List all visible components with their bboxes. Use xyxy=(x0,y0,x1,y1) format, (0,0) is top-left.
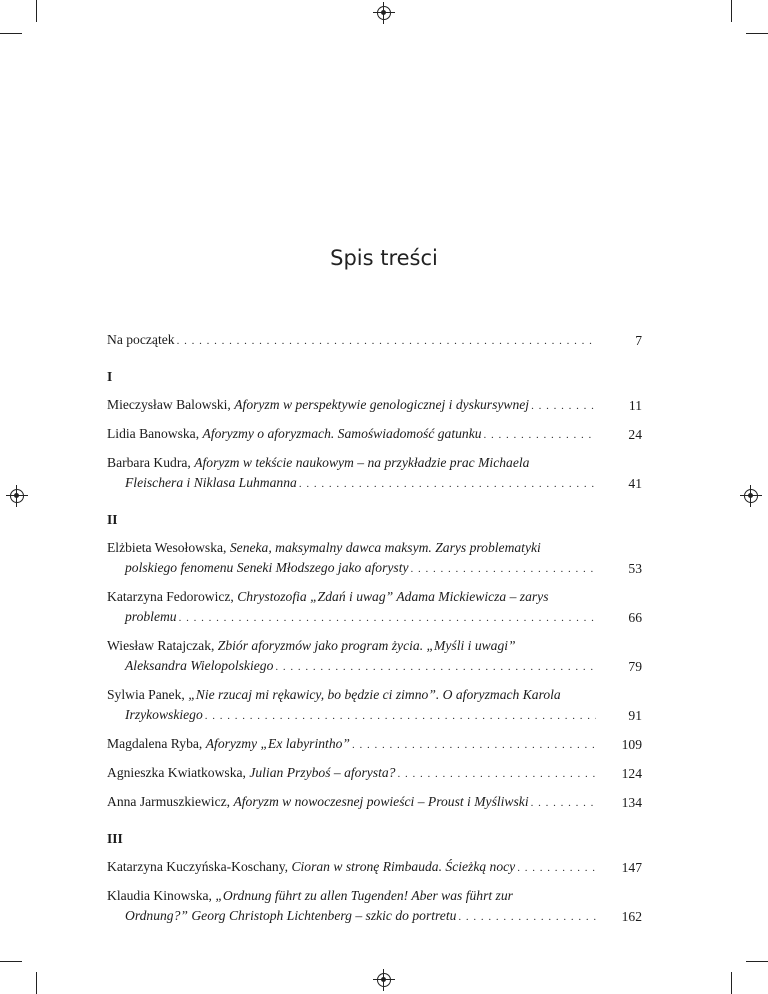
toc-entry-text xyxy=(107,395,529,415)
section-heading: II xyxy=(107,512,118,527)
dot-leader xyxy=(177,331,596,351)
toc-entry-text xyxy=(107,636,516,656)
crop-mark xyxy=(746,961,768,962)
toc-entry xyxy=(107,685,642,726)
entry-title: Ordnung?” Georg Christoph Lichtenberg – szkic do portretu xyxy=(125,908,457,923)
toc-entry-text xyxy=(107,763,395,783)
entry-title: „Nie rzucaj mi rękawicy, bo będzie ci zimno”. O aforyzmach Karola xyxy=(188,687,561,702)
dot-leader xyxy=(531,793,596,813)
entry-title: problemu xyxy=(125,609,177,624)
entry-author: Wiesław Ratajczak, xyxy=(107,638,218,653)
toc-entry-line xyxy=(107,636,596,656)
entry-author: Katarzyna Kuczyńska-Koschany, xyxy=(107,859,292,874)
toc-entry-text xyxy=(125,656,273,676)
section-heading: III xyxy=(107,831,123,846)
entry-title: Aforyzmy „Ex labyrintho” xyxy=(205,736,350,751)
toc-entry-line xyxy=(107,453,596,473)
table-of-contents xyxy=(107,330,642,935)
entry-title: Aleksandra Wielopolskiego xyxy=(125,658,274,673)
toc-entry-line xyxy=(107,395,596,416)
toc-entry-text xyxy=(125,607,177,627)
toc-entry-text xyxy=(125,558,409,578)
toc-entry-line xyxy=(107,763,596,784)
toc-entry xyxy=(107,424,642,445)
toc-entry xyxy=(107,734,642,755)
entry-title: Aforyzm w perspektywie genologicznej i dyskursywnej xyxy=(234,397,530,412)
toc-entry-text xyxy=(107,685,561,705)
toc-entry-text xyxy=(107,538,541,558)
toc-entry-text xyxy=(107,734,350,754)
page-number: 11 xyxy=(628,398,642,413)
entry-title: Zbiór aforyzmów jako program życia. „Myśli i uwagi” xyxy=(217,638,516,653)
entry-author: Katarzyna Fedorowicz, xyxy=(107,589,238,604)
crop-mark xyxy=(0,33,22,34)
toc-entry-line xyxy=(107,424,596,445)
registration-mark-icon xyxy=(10,489,24,503)
toc-entry-line xyxy=(107,607,596,628)
toc-entry-text xyxy=(107,792,529,812)
entry-title: Fleischera i Niklasa Luhmanna xyxy=(125,475,297,490)
dot-leader xyxy=(531,396,596,416)
entry-author: Barbara Kudra, xyxy=(107,455,195,470)
dot-leader xyxy=(458,907,596,927)
toc-entry-text xyxy=(107,453,529,473)
page-number: 79 xyxy=(628,659,642,674)
page-number: 41 xyxy=(628,476,642,491)
toc-entry-text xyxy=(125,906,456,926)
crop-mark xyxy=(36,972,37,994)
toc-entry-text xyxy=(107,424,482,444)
dot-leader xyxy=(484,425,596,445)
entry-author: Sylwia Panek, xyxy=(107,687,189,702)
toc-entry xyxy=(107,886,642,927)
entry-author: Agnieszka Kwiatkowska, xyxy=(107,765,250,780)
toc-entry-text xyxy=(107,587,549,607)
toc-entry-line xyxy=(107,705,596,726)
page-number: 91 xyxy=(628,708,642,723)
page-number: 147 xyxy=(621,860,642,875)
toc-entry xyxy=(107,636,642,677)
page-number: 24 xyxy=(628,427,642,442)
page-title: Spis treści xyxy=(330,246,438,270)
toc-entry-line xyxy=(107,857,596,878)
registration-mark-icon xyxy=(377,6,391,20)
crop-mark xyxy=(746,33,768,34)
registration-mark-icon xyxy=(744,489,758,503)
toc-entry-line xyxy=(107,886,596,906)
crop-mark xyxy=(731,972,732,994)
toc-entry-line xyxy=(107,473,596,494)
entry-title: „Ordnung führt zu allen Tugenden! Aber was führt zur xyxy=(215,888,513,903)
toc-entry-text xyxy=(125,705,203,725)
toc-entry-line xyxy=(107,656,596,677)
dot-leader xyxy=(275,657,596,677)
toc-entry-line xyxy=(107,330,596,351)
entry-author: Magdalena Ryba, xyxy=(107,736,206,751)
entry-author: Mieczysław Balowski, xyxy=(107,397,235,412)
dot-leader xyxy=(179,608,596,628)
entry-author: Klaudia Kinowska, xyxy=(107,888,216,903)
dot-leader xyxy=(205,706,596,726)
toc-entry xyxy=(107,453,642,494)
toc-entry xyxy=(107,587,642,628)
entry-title: Chrystozofia „Zdań i uwag” Adama Mickiewicza – zarys xyxy=(237,589,549,604)
toc-entry-text xyxy=(107,330,175,350)
page-number: 134 xyxy=(621,795,642,810)
toc-entry-line xyxy=(107,792,596,813)
toc-entry-line xyxy=(107,734,596,755)
entry-author: Elżbieta Wesołowska, xyxy=(107,540,230,555)
dot-leader xyxy=(397,764,596,784)
entry-title: Irzykowskiego xyxy=(125,707,203,722)
entry-title: polskiego fenomenu Seneki Młodszego jako aforysty xyxy=(125,560,409,575)
page-number: 7 xyxy=(635,333,642,348)
toc-entry xyxy=(107,330,642,351)
crop-mark xyxy=(0,961,22,962)
crop-mark xyxy=(36,0,37,22)
toc-entry-line xyxy=(107,558,596,579)
entry-author: Anna Jarmuszkiewicz, xyxy=(107,794,234,809)
section-heading: I xyxy=(107,369,113,384)
dot-leader xyxy=(299,474,596,494)
page-number: 162 xyxy=(621,909,642,924)
toc-entry xyxy=(107,792,642,813)
page-number: 124 xyxy=(621,766,642,781)
entry-title: Aforyzm w tekście naukowym – na przykładzie prac Michaela xyxy=(194,455,530,470)
toc-entry-text xyxy=(107,886,513,906)
toc-entry-text xyxy=(107,857,515,877)
toc-entry-line xyxy=(107,587,596,607)
toc-entry-text xyxy=(125,473,297,493)
page-number: 109 xyxy=(621,737,642,752)
page-number: 66 xyxy=(628,610,642,625)
entry-author: Na początek xyxy=(107,332,175,347)
entry-title: Aforyzm w nowoczesnej powieści – Proust i Myśliwski xyxy=(233,794,529,809)
toc-entry-line xyxy=(107,685,596,705)
entry-author: Lidia Banowska, xyxy=(107,426,203,441)
registration-mark-icon xyxy=(377,973,391,987)
dot-leader xyxy=(352,735,596,755)
entry-title: Julian Przyboś – aforysta? xyxy=(249,765,396,780)
dot-leader xyxy=(411,559,596,579)
entry-title: Aforyzmy o aforyzmach. Samoświadomość gatunku xyxy=(202,426,482,441)
toc-entry-line xyxy=(107,538,596,558)
toc-entry xyxy=(107,763,642,784)
toc-entry xyxy=(107,857,642,878)
page-number: 53 xyxy=(628,561,642,576)
crop-mark xyxy=(731,0,732,22)
toc-entry xyxy=(107,538,642,579)
toc-entry-line xyxy=(107,906,596,927)
entry-title: Seneka, maksymalny dawca maksym. Zarys problematyki xyxy=(229,540,541,555)
dot-leader xyxy=(517,858,596,878)
toc-entry xyxy=(107,395,642,416)
entry-title: Cioran w stronę Rimbauda. Ścieżką nocy xyxy=(291,859,516,874)
